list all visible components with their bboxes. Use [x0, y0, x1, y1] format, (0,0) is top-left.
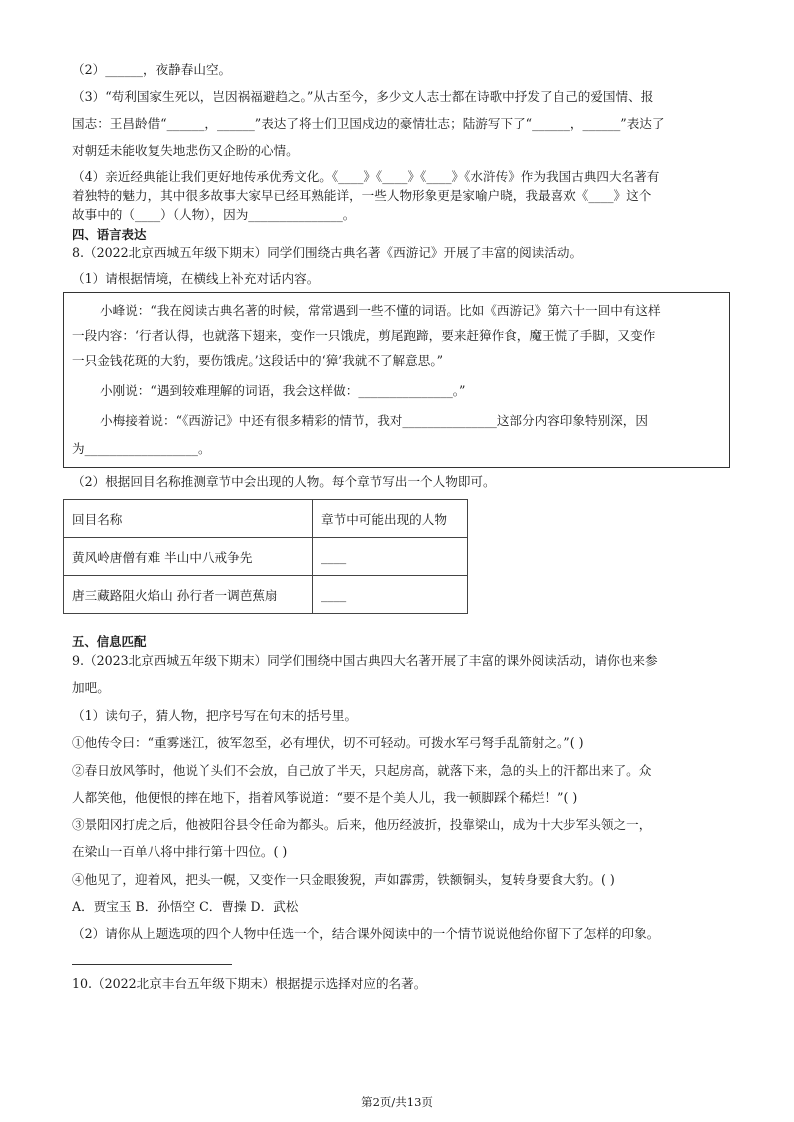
q9-line-3: （1）读句子，猜人物，把序号写在句末的括号里。: [72, 708, 358, 723]
q9-line-2: 加吧。: [72, 680, 110, 695]
table-cell: 唐三藏路阻火焰山 孙行者一调芭蕉扇: [64, 576, 313, 614]
table-row: [64, 576, 468, 614]
q7-line-1: （2）______，夜静春山空。: [72, 62, 232, 77]
q10: 10.（2022北京丰台五年级下期末）根据提示选择对应的名著。: [72, 976, 427, 991]
dialog-line-2: 一段内容：‘行者认得，也就落下翅来，变作一只饿虎，剪尾跑蹄，要来赶獐作食，魔王慌了手脚，又变作: [72, 328, 656, 343]
q9-line-1: 9.（2023北京西城五年级下期末）同学们围绕中国古典四大名著开展了丰富的课外阅读活动，请你也来参: [72, 653, 658, 668]
dialog-line-1: 小峰说：“我在阅读古典名著的时候，常常遇到一些不懂的词语。比如《西游记》第六十一回中有这样: [100, 303, 661, 318]
answer-blank[interactable]: ____: [313, 538, 468, 576]
table-header-row: [64, 500, 468, 538]
q9-line-11: （2）请你从上题选项的四个人物中任选一个，结合课外阅读中的一个情节说说他给你留下了怎样的印象。: [72, 926, 660, 941]
q7-line-3: 国志：王昌龄借“______，______”表达了将士们卫国戍边的豪情壮志；陆游写下了“______，______”表达了: [72, 116, 665, 131]
table-header: 章节中可能出现的人物: [313, 500, 468, 538]
q9-options: A．贾宝玉 B．孙悟空 C．曹操 D．武松: [72, 899, 299, 914]
q9-line-6: 人都笑他，他便恨的摔在地下，指着风筝说道：“要不是个美人儿，我一顿脚踩个稀烂！”( ): [72, 790, 578, 805]
q9-line-8: 在梁山一百单八将中排行第十四位。( ): [72, 844, 288, 859]
table-header: 回目名称: [64, 500, 313, 538]
q7-line-2: （3）“苟利国家生死以，岂因祸福避趋之。”从古至今，多少文人志士都在诗歌中抒发了自己的爱国情、报: [72, 89, 654, 104]
chapter-table: [63, 499, 468, 614]
q7-line-5: （4）亲近经典能让我们更好地传承优秀文化。《____》《____》《____》《水浒传》作为我国古典四大名著有: [72, 169, 660, 184]
dialog-line-3: 一只金钱花斑的大豹，要伤饿虎。’这段话中的‘獐’我就不了解意思。”: [72, 353, 444, 368]
q9-line-4: ①他传令曰：“重雾迷江，彼军忽至，必有埋伏，切不可轻动。可拨水军弓弩手乱箭射之。”( ): [72, 735, 584, 750]
dialog-line-5: 小梅接着说：“《西游记》中还有很多精彩的情节，我对_______________这部分内容印象特别深，因: [100, 413, 648, 428]
page-footer: 第2页/共13页: [361, 1095, 433, 1109]
section-5-title: 五、信息匹配: [72, 634, 147, 649]
q8-intro: 8.（2022北京西城五年级下期末）同学们围绕古典名著《西游记》开展了丰富的阅读活动。: [72, 245, 583, 260]
q9-line-7: ③景阳冈打虎之后，他被阳谷县令任命为都头。后来，他历经波折，投靠梁山，成为十大步军头领之一，: [72, 817, 652, 832]
q8-sub2: （2）根据回目名称推测章节中会出现的人物。每个章节写出一个人物即可。: [72, 474, 496, 489]
section-4-title: 四、语言表达: [72, 227, 147, 242]
table-row: [64, 538, 468, 576]
dialog-line-4: 小刚说：“遇到较难理解的词语，我会这样做：_______________。”: [100, 383, 466, 398]
q7-line-7: 故事中的（____）（人物），因为_______________。: [72, 207, 356, 222]
q9-line-9: ④他见了，迎着风，把头一幌，又变作一只金眼狻猊，声如霹雳，铁额铜头，复转身要食大豹。( ): [72, 872, 615, 887]
answer-line: [72, 964, 232, 965]
table-cell: 黄风岭唐僧有难 半山中八戒争先: [64, 538, 313, 576]
q9-line-5: ②春日放风筝时，他说丫头们不会放，自己放了半天，只起房高，就落下来，急的头上的汗都出来了。众: [72, 763, 652, 778]
q7-line-4: 对朝廷未能收复失地悲伤又企盼的心情。: [72, 143, 299, 158]
dialog-line-6: 为__________________。: [72, 441, 211, 456]
q8-sub1: （1）请根据情境，在横线上补充对话内容。: [72, 271, 320, 286]
q7-line-6: 着独特的魅力，其中很多故事大家早已经耳熟能详，一些人物形象更是家喻户晓，我最喜欢《____》这个: [72, 188, 652, 203]
answer-blank[interactable]: ____: [313, 576, 468, 614]
